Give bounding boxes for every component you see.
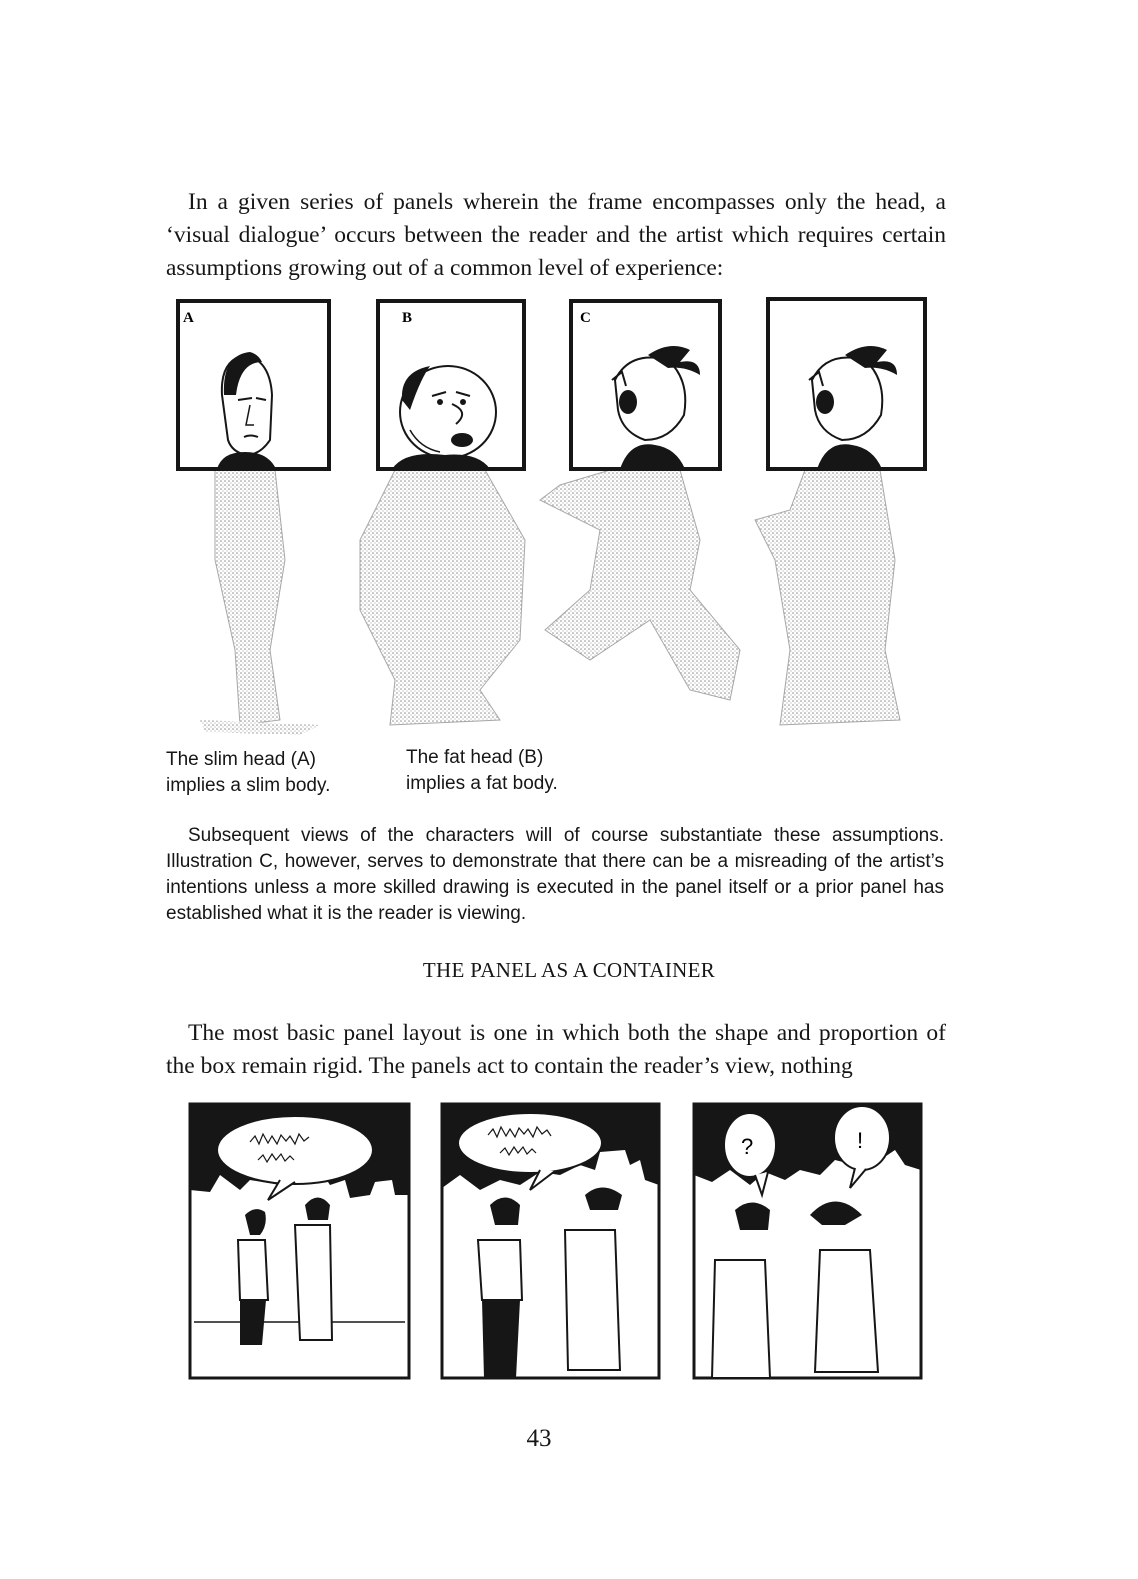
bubble-exclamation-mark: ! xyxy=(857,1128,864,1153)
intro-paragraph-text: In a given series of panels wherein the frame encompasses only the head, a ‘visual dialogue’ occurs between the reader and the artist which requires certain assumptions growing out of a common level of experience: xyxy=(166,189,946,281)
head-panel-b xyxy=(378,301,524,469)
ghost-body-c xyxy=(540,470,740,700)
body-paragraph-text: Subsequent views of the characters will of course substantiate these assumptions. Illustration C, however, serves to demonstrate that there can be a misreading of the artist’s intentions unless a more skilled drawing is executed in the panel itself or a prior panel has established what it is the reader is viewing. xyxy=(166,825,944,924)
container-paragraph xyxy=(166,1017,946,1083)
ghost-body-b xyxy=(360,470,525,725)
ghost-body-d xyxy=(755,470,900,725)
caption-slim-head xyxy=(166,747,330,799)
comic-panel-3 xyxy=(694,1104,921,1378)
head-panel-a xyxy=(178,301,329,469)
body-paragraph xyxy=(166,823,944,927)
head-panel-c xyxy=(571,301,720,469)
comic-panel-2 xyxy=(442,1104,659,1378)
container-paragraph-text: The most basic panel layout is one in which both the shape and proportion of the box remain rigid. The panels act to contain the reader’s view, nothing xyxy=(166,1020,946,1079)
caption-fat-head xyxy=(406,745,558,797)
head-panel-d xyxy=(768,299,925,469)
panel-label-b: B xyxy=(402,310,413,326)
caption-slim-line-1: The slim head (A) xyxy=(166,749,316,770)
comic-panel-1 xyxy=(190,1104,409,1378)
bubble-question-mark: ? xyxy=(741,1134,754,1159)
caption-fat-line-2: implies a fat body. xyxy=(406,773,558,794)
caption-fat-line-1: The fat head (B) xyxy=(406,747,544,768)
caption-slim-line-2: implies a slim body. xyxy=(166,775,331,796)
panel-label-a: A xyxy=(183,310,194,326)
ghost-body-a xyxy=(200,470,320,735)
page-number: 43 xyxy=(526,1425,552,1452)
panel-label-c: C xyxy=(580,310,591,326)
section-heading: THE PANEL AS A CONTAINER xyxy=(422,958,716,982)
